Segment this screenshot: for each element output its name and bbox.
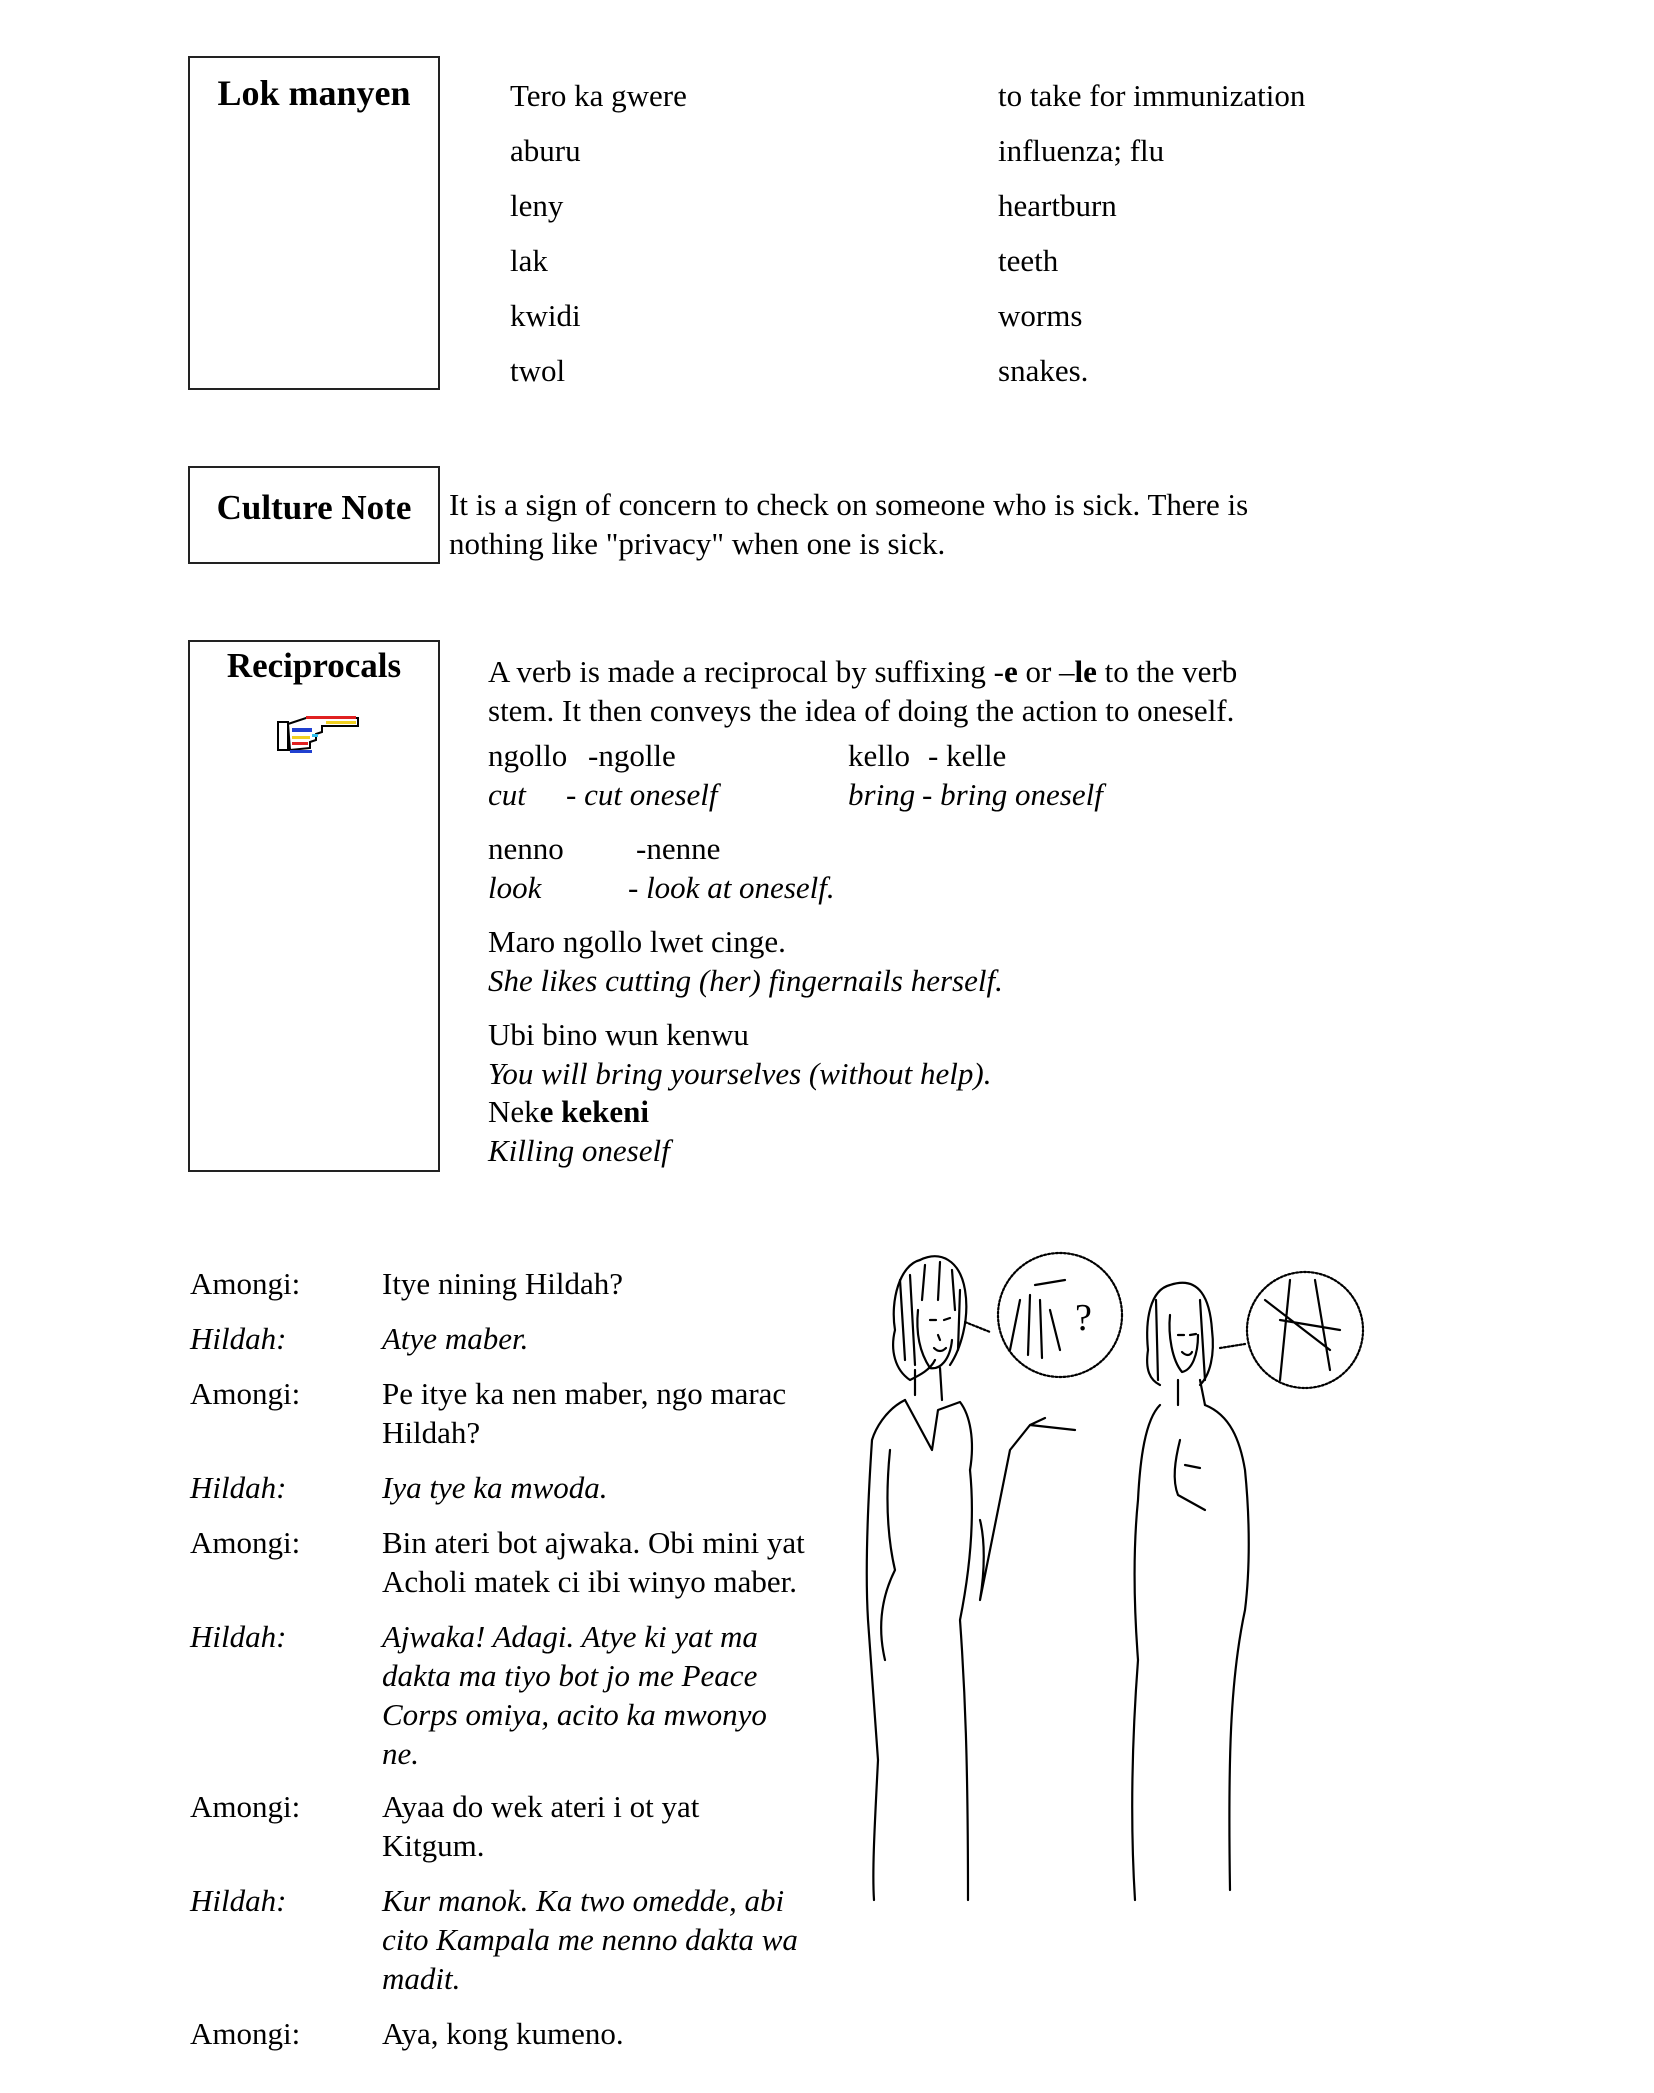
example-prefix: Nek: [488, 1094, 540, 1129]
line-text: Ajwaka! Adagi. Atye ki yat ma: [382, 1619, 758, 1654]
dialogue-speaker: Amongi:: [190, 2016, 301, 2051]
line-text: Hildah?: [382, 1415, 481, 1450]
vocab-meaning: influenza; flu: [998, 133, 1165, 168]
suffix-le: le: [1074, 654, 1097, 689]
vocab-meaning: teeth: [998, 243, 1059, 278]
vocab-meaning: worms: [998, 298, 1083, 333]
line-text: Kur manok. Ka two omedde, abi: [382, 1883, 785, 1918]
suffix-e: e: [1003, 654, 1018, 689]
pointing-hand-icon: [276, 712, 362, 756]
line-text: Itye nining Hildah?: [382, 1266, 624, 1301]
dialogue-line: [382, 1264, 842, 1303]
verb-pair-gloss: bring: [848, 777, 916, 812]
culture-note-text: [449, 485, 1369, 563]
line-text: Iya tye ka mwoda.: [382, 1470, 608, 1505]
dialogue-line: [382, 1319, 842, 1358]
example-acholi: Ubi bino wun kenwu: [488, 1017, 749, 1052]
dialogue-speaker: Amongi:: [190, 1266, 301, 1301]
dialogue-speaker: Hildah:: [190, 1883, 287, 1918]
verb-pair-gloss-reflexive: - bring oneself: [922, 777, 1103, 812]
culture-note-line1: It is a sign of concern to check on someone who is sick. There is: [449, 487, 1249, 522]
example-english: You will bring yourselves (without help).: [488, 1056, 992, 1091]
line-text: Ayaa do wek ateri i ot yat: [382, 1789, 700, 1824]
speech-bubble-no: [1220, 1272, 1363, 1388]
woman-right-figure: [1132, 1283, 1249, 1900]
verb-pair-gloss: look: [488, 870, 542, 905]
intro-text: A verb is made a reciprocal by suffixing -: [488, 654, 1004, 689]
speech-bubble-question: [965, 1253, 1122, 1377]
line-text: Atye maber.: [382, 1321, 529, 1356]
example-english: Killing oneself: [488, 1133, 670, 1168]
vocab-term: kwidi: [510, 298, 581, 333]
dialogue-line: [382, 1523, 842, 1601]
intro-text: or –: [1017, 654, 1075, 689]
question-mark-symbol: ?: [1075, 1297, 1092, 1339]
verb-pair-verb: ngollo: [488, 738, 568, 773]
dialogue-speaker: Hildah:: [190, 1321, 287, 1356]
vocab-meaning: to take for immunization: [998, 78, 1306, 113]
line-text: cito Kampala me nenno dakta wa: [382, 1922, 798, 1957]
vocabulary-title: Lok manyen: [217, 73, 411, 113]
verb-pair-reflexive: -nenne: [636, 831, 721, 866]
vocab-term: leny: [510, 188, 564, 223]
reciprocals-title: Reciprocals: [226, 646, 402, 685]
vocab-term: Tero ka gwere: [510, 78, 687, 113]
example-english: She likes cutting (her) fingernails herself.: [488, 963, 1003, 998]
culture-note-title-box: [188, 466, 440, 564]
verb-pair-gloss: cut: [488, 777, 526, 812]
dialogue-line: [382, 1881, 842, 1998]
vocab-term: twol: [510, 353, 566, 388]
vocab-term: lak: [510, 243, 548, 278]
dialogue-line: [382, 2014, 842, 2053]
culture-note-title: Culture Note: [216, 488, 412, 527]
dialogue-speaker: Amongi:: [190, 1525, 301, 1560]
intro-text: stem. It then conveys the idea of doing the action to oneself.: [488, 693, 1235, 728]
line-text: Corps omiya, acito ka mwonyo: [382, 1697, 767, 1732]
vocab-meaning: heartburn: [998, 188, 1117, 223]
vocab-meaning: snakes.: [998, 353, 1089, 388]
line-text: Pe itye ka nen maber, ngo marac: [382, 1376, 787, 1411]
verb-pair-reflexive: -ngolle: [588, 738, 676, 773]
dialogue-speaker: Hildah:: [190, 1470, 287, 1505]
line-text: Bin ateri bot ajwaka. Obi mini yat: [382, 1525, 805, 1560]
culture-note-line2: nothing like "privacy" when one is sick.: [449, 526, 946, 561]
dialogue-speaker: Hildah:: [190, 1619, 287, 1654]
dialogue-line: [382, 1374, 842, 1452]
verb-pair-gloss-reflexive: - cut oneself: [566, 777, 718, 812]
verb-pair-verb: kello: [848, 738, 910, 773]
vocabulary-title-box: [188, 56, 440, 390]
vocab-term: aburu: [510, 133, 581, 168]
dialogue-line: [382, 1468, 842, 1507]
example-acholi: [488, 1096, 649, 1127]
verb-pair-gloss-reflexive: - look at oneself.: [628, 870, 835, 905]
line-text: dakta ma tiyo bot jo me Peace: [382, 1658, 758, 1693]
verb-pair-verb: nenno: [488, 831, 564, 866]
line-text: Acholi matek ci ibi winyo maber.: [382, 1564, 797, 1599]
reciprocals-intro: [488, 652, 1388, 730]
line-text: ne.: [382, 1736, 420, 1771]
dialogue-speaker: Amongi:: [190, 1376, 301, 1411]
dialogue-line: [382, 1617, 842, 1773]
line-text: Aya, kong kumeno.: [382, 2016, 624, 2051]
dialogue-speaker: Amongi:: [190, 1789, 301, 1824]
woman-left-figure: [867, 1256, 1075, 1900]
conversation-illustration: [860, 1240, 1380, 1940]
example-bold: e kekeni: [539, 1094, 650, 1129]
line-text: madit.: [382, 1961, 461, 1996]
verb-pair-reflexive: - kelle: [928, 738, 1007, 773]
line-text: Kitgum.: [382, 1828, 485, 1863]
intro-text: to the verb: [1096, 654, 1238, 689]
example-acholi: Maro ngollo lwet cinge.: [488, 924, 786, 959]
dialogue-line: [382, 1787, 842, 1865]
